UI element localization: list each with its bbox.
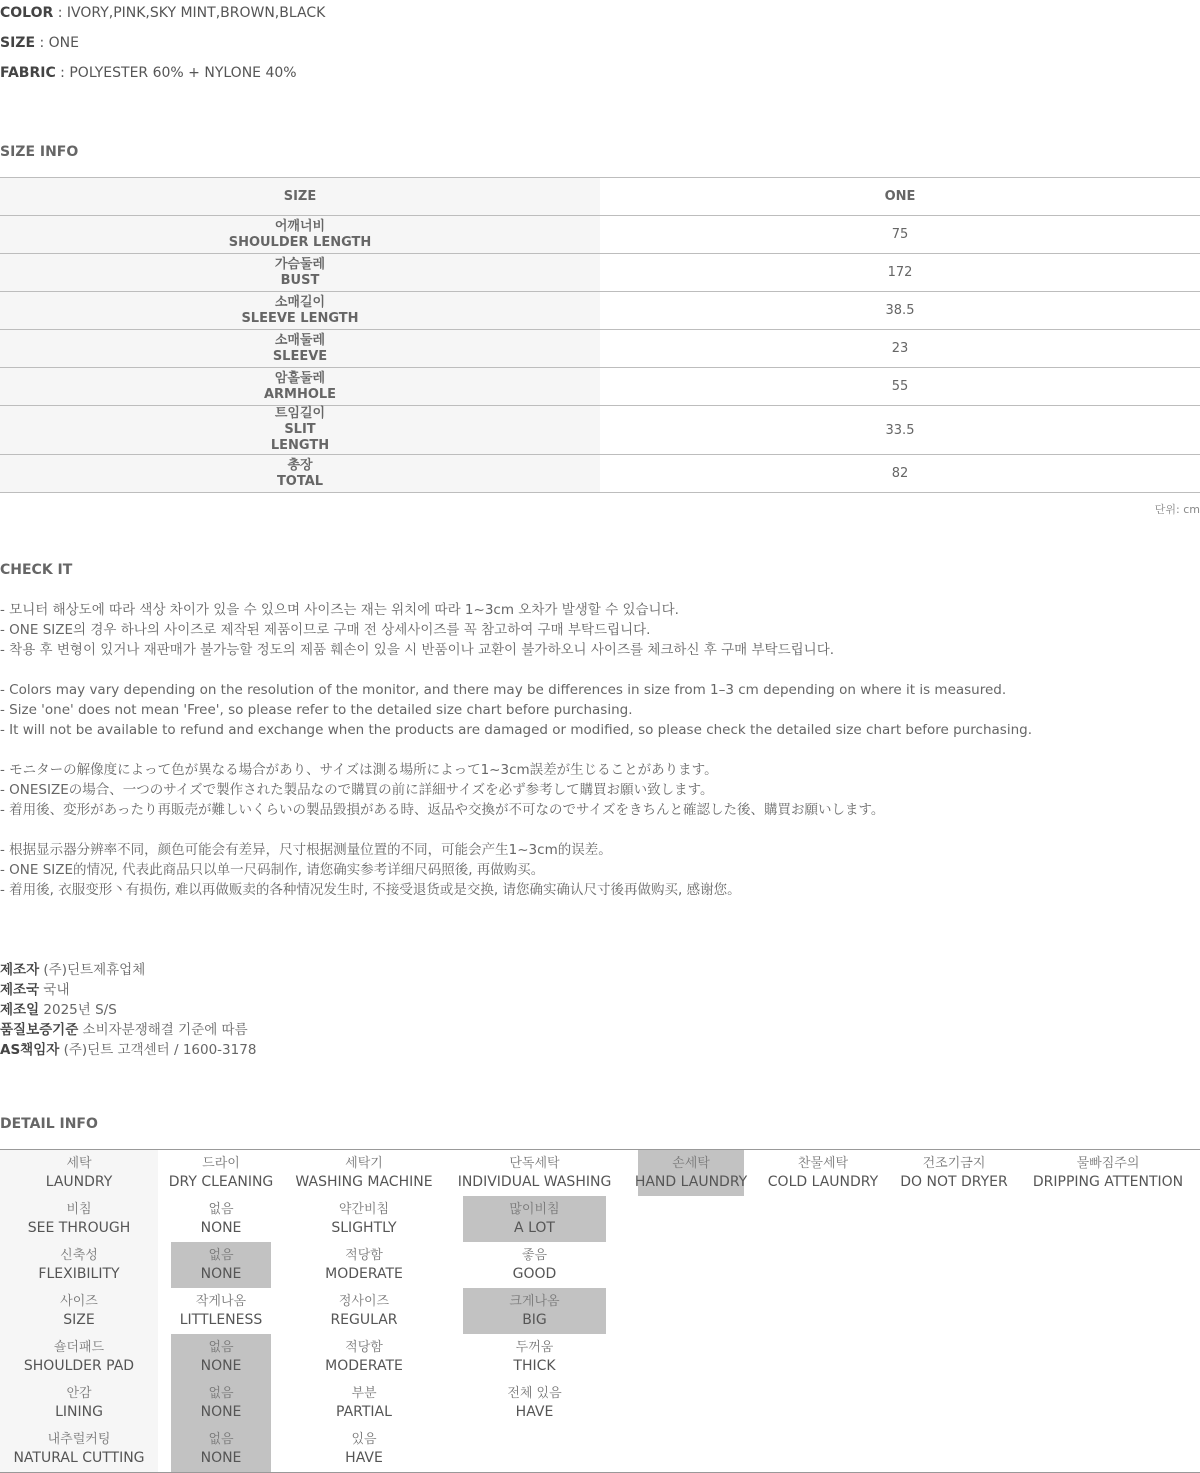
size-row-label [0, 216, 600, 254]
detail-option-en: LITTLENESS [179, 1312, 263, 1328]
detail-option [282, 1242, 446, 1288]
detail-option-en: MODERATE [325, 1358, 403, 1374]
laundry-option-ko: 단독세탁 [509, 1156, 560, 1171]
size-row-en: TOTAL [276, 473, 324, 489]
size-row-label [0, 330, 600, 368]
detail-row-label-ko: 숄더패드 [53, 1340, 105, 1355]
table-row [0, 254, 1200, 292]
laundry-option-en: DRIPPING ATTENTION [1032, 1174, 1184, 1190]
detail-option-en: PARTIAL [336, 1404, 392, 1420]
detail-option [282, 1196, 446, 1242]
spec-fabric-label: FABRIC [0, 65, 56, 81]
size-row-en: ARMHOLE [263, 386, 337, 402]
size-table [0, 177, 1200, 493]
note-line: - 根据显示器分辨率不同，颜色可能会有差异，尺寸根据测量位置的不同，可能会产生1~3cm的误差。 [0, 842, 612, 858]
laundry-option-en: DO NOT DRYER [900, 1174, 1008, 1190]
maker-value: 2025년 S/S [39, 1002, 117, 1018]
laundry-option [760, 1150, 886, 1196]
detail-option-ko: 없음 [208, 1202, 234, 1217]
detail-option [171, 1334, 271, 1380]
size-row-ko: 소매길이 [274, 294, 326, 310]
maker-value: (주)딘트제휴업체 [39, 962, 146, 978]
note-line: - Colors may vary depending on the resolution of the monitor, and there may be differences in size from 1–3 cm depending on where it is measured. [0, 682, 1007, 698]
detail-option-en: NONE [200, 1266, 242, 1282]
detail-option-en: REGULAR [330, 1312, 398, 1328]
maker-label: 제조일 [0, 1002, 40, 1018]
note-line: - ONE SIZE의 경우 하나의 사이즈로 제작된 제품이므로 구매 전 상세사이즈를 꼭 참고하여 구매 부탁드립니다. [0, 622, 651, 638]
detail-option-en: NONE [200, 1358, 242, 1374]
detail-row-label-en: SIZE [63, 1312, 95, 1328]
size-row-value: 33.5 [600, 406, 1200, 455]
laundry-option [168, 1150, 274, 1196]
size-row-value: 55 [600, 368, 1200, 406]
check-it-title: CHECK IT [0, 562, 73, 578]
laundry-label [0, 1150, 158, 1196]
detail-option-en: SLIGHTLY [331, 1220, 397, 1236]
notes-zh [0, 840, 741, 900]
laundry-option-en: COLD LAUNDRY [767, 1174, 879, 1190]
maker-line [0, 1040, 256, 1060]
size-row-label [0, 292, 600, 330]
size-row-ko: 총장 [287, 457, 313, 473]
table-row [0, 330, 1200, 368]
laundry-option-ko: 건조기금지 [922, 1156, 986, 1171]
detail-row-label-en: LINING [55, 1404, 103, 1420]
detail-info-title: DETAIL INFO [0, 1116, 98, 1132]
detail-option-ko: 크게나옴 [509, 1294, 560, 1309]
laundry-label-en: LAUNDRY [45, 1174, 113, 1190]
detail-option [171, 1242, 271, 1288]
laundry-option [893, 1150, 1015, 1196]
table-row [0, 406, 1200, 455]
detail-option-ko: 없음 [208, 1340, 234, 1355]
detail-option-ko: 두꺼움 [515, 1340, 554, 1355]
note-line: - ONE SIZE的情况, 代表此商品只以单一尺码制作, 请您确实参考详细尺码照後, 再做购买。 [0, 862, 545, 878]
note-line: - モニターの解像度によって色が異なる場合があり、サイズは測る場所によって1~3cm誤差が生じることがあります。 [0, 762, 718, 778]
size-row-en: SLIT [284, 422, 316, 437]
maker-label: 품질보증기준 [0, 1022, 79, 1038]
spec-color-label: COLOR [0, 5, 54, 21]
detail-option-ko: 전체 있음 [507, 1386, 562, 1401]
laundry-option [282, 1150, 446, 1196]
detail-option [171, 1288, 271, 1334]
maker-label: 제조국 [0, 982, 40, 998]
size-row-value: 38.5 [600, 292, 1200, 330]
detail-option-en: HAVE [515, 1404, 554, 1420]
laundry-label-ko: 세탁 [66, 1156, 92, 1171]
detail-option-en: GOOD [512, 1266, 557, 1282]
size-row-en: SLEEVE [272, 348, 328, 364]
size-table-header [0, 178, 1200, 216]
table-row [0, 292, 1200, 330]
note-line: - 착용 후 변형이 있거나 재판매가 불가능할 정도의 제품 훼손이 있을 시 반품이나 교환이 불가하오니 사이즈를 체크하신 후 구매 부탁드립니다. [0, 642, 835, 658]
detail-row-label [0, 1334, 158, 1380]
size-row-label [0, 455, 600, 493]
detail-row-label-ko: 비침 [66, 1202, 92, 1217]
detail-option-ko: 약간비침 [338, 1202, 390, 1217]
laundry-option-ko: 세탁기 [345, 1156, 383, 1171]
detail-option-ko: 있음 [351, 1432, 377, 1447]
spec-color [0, 5, 325, 21]
detail-option-ko: 없음 [208, 1432, 234, 1447]
maker-label: AS책임자 [0, 1042, 60, 1058]
laundry-option-en: INDIVIDUAL WASHING [457, 1174, 612, 1190]
maker-line [0, 980, 256, 1000]
size-row-value: 75 [600, 216, 1200, 254]
detail-option-en: HAVE [345, 1450, 383, 1466]
detail-option-en: NONE [200, 1220, 242, 1236]
detail-row-label-ko: 신축성 [60, 1248, 98, 1263]
detail-row-label [0, 1380, 158, 1426]
detail-option [282, 1426, 446, 1472]
size-row-ko: 트임길이 [274, 406, 326, 421]
note-line: - 모니터 해상도에 따라 색상 차이가 있을 수 있으며 사이즈는 재는 위치에 따라 1~3cm 오차가 발생할 수 있습니다. [0, 602, 679, 618]
detail-option-ko: 정사이즈 [338, 1294, 390, 1309]
detail-option-ko: 좋음 [521, 1248, 548, 1263]
size-info-title: SIZE INFO [0, 144, 79, 160]
size-unit: 단위: cm [1154, 503, 1200, 516]
laundry-option [1026, 1150, 1190, 1196]
detail-row-label-ko: 안감 [66, 1386, 92, 1401]
laundry-option-en: WASHING MACHINE [295, 1174, 433, 1190]
detail-row-label-en: SHOULDER PAD [23, 1358, 135, 1374]
spec-fabric [0, 65, 297, 81]
laundry-option-ko: 물빠짐주의 [1076, 1156, 1140, 1171]
detail-row-label [0, 1288, 158, 1334]
detail-option-en: NONE [200, 1450, 242, 1466]
detail-option [171, 1426, 271, 1472]
detail-row-label [0, 1242, 158, 1288]
size-header-label: SIZE [0, 178, 600, 216]
size-row-en: SHOULDER LENGTH [228, 234, 372, 250]
detail-option [171, 1380, 271, 1426]
note-line: - 着用後、変形があったり再販売が難しいくらいの製品毀損がある時、返品や交換が不可なのでサイズをきちんと確認した後、購買お願いします。 [0, 802, 885, 818]
detail-option-ko: 없음 [208, 1386, 234, 1401]
table-row [0, 455, 1200, 493]
detail-row-label-ko: 사이즈 [60, 1294, 98, 1309]
size-row-value: 82 [600, 455, 1200, 493]
note-line: - ONESIZEの場合、一つのサイズで製作された製品なので購買の前に詳細サイズを必ず参考して購買お願い致します。 [0, 782, 714, 798]
detail-option-ko: 많이비침 [509, 1202, 560, 1217]
maker-line [0, 1020, 256, 1040]
size-row-ko: 어깨너비 [274, 218, 326, 234]
laundry-option-ko: 드라이 [202, 1156, 240, 1171]
detail-option-ko: 작게나옴 [195, 1294, 247, 1309]
maker-info [0, 960, 256, 1060]
size-row-value: 172 [600, 254, 1200, 292]
detail-row-label [0, 1196, 158, 1242]
maker-value: 소비자분쟁해결 기준에 따름 [78, 1022, 248, 1038]
notes-ja [0, 760, 884, 820]
size-row-label [0, 406, 600, 455]
detail-option-en: BIG [522, 1312, 547, 1328]
size-row-label [0, 254, 600, 292]
detail-option [282, 1288, 446, 1334]
note-line: - Size 'one' does not mean 'Free', so please refer to the detailed size chart before purchasing. [0, 702, 633, 718]
detail-option-ko: 적당함 [345, 1248, 383, 1263]
table-row [0, 368, 1200, 406]
size-header-value: ONE [600, 178, 1200, 216]
detail-option-en: A LOT [514, 1220, 555, 1236]
table-row [0, 216, 1200, 254]
detail-option [282, 1334, 446, 1380]
size-row-label [0, 368, 600, 406]
detail-option-en: MODERATE [325, 1266, 403, 1282]
spec-size-value: : ONE [35, 35, 79, 51]
laundry-option [634, 1150, 748, 1196]
detail-row-label-en: FLEXIBILITY [38, 1266, 120, 1282]
size-row-ko: 가슴둘레 [274, 256, 326, 272]
laundry-option [457, 1150, 612, 1196]
size-row-en: BUST [280, 272, 320, 288]
spec-fabric-value: : POLYESTER 60% + NYLONE 40% [55, 65, 297, 81]
detail-row-label-en: SEE THROUGH [27, 1220, 131, 1236]
detail-option [171, 1196, 271, 1242]
laundry-option-ko: 손세탁 [672, 1156, 710, 1171]
detail-row-label-ko: 내추럴커팅 [47, 1432, 111, 1447]
size-row-value: 23 [600, 330, 1200, 368]
detail-option [463, 1288, 606, 1334]
maker-label: 제조자 [0, 962, 40, 978]
size-row-en2: LENGTH [270, 438, 330, 453]
maker-line [0, 960, 256, 980]
detail-option [463, 1242, 606, 1288]
laundry-option-en: DRY CLEANING [168, 1174, 274, 1190]
detail-option-ko: 적당함 [345, 1340, 383, 1355]
detail-option [463, 1196, 606, 1242]
detail-option [282, 1380, 446, 1426]
notes-ko [0, 600, 834, 660]
size-row-ko: 암홀둘레 [274, 370, 326, 386]
laundry-option-ko: 찬물세탁 [797, 1156, 849, 1171]
spec-color-value: : IVORY,PINK,SKY MINT,BROWN,BLACK [53, 5, 326, 21]
detail-option [463, 1334, 606, 1380]
detail-option-ko: 부분 [351, 1386, 377, 1401]
size-row-en: SLEEVE LENGTH [241, 310, 359, 326]
detail-table [0, 1149, 1200, 1473]
spec-size-label: SIZE [0, 35, 36, 51]
size-row-ko: 소매둘레 [274, 332, 326, 348]
detail-row-label [0, 1426, 158, 1472]
maker-value: 국내 [39, 982, 70, 998]
notes-en [0, 680, 1032, 740]
detail-option-en: THICK [513, 1358, 556, 1374]
spec-size [0, 35, 79, 51]
detail-row-label-en: NATURAL CUTTING [13, 1450, 145, 1466]
detail-option-en: NONE [200, 1404, 242, 1420]
laundry-option-en: HAND LAUNDRY [634, 1174, 748, 1190]
detail-option-ko: 없음 [208, 1248, 234, 1263]
note-line: - It will not be available to refund and exchange when the products are damaged or modified, so please check the detailed size chart before purchasing. [0, 722, 1032, 738]
detail-option [463, 1380, 606, 1426]
maker-value: (주)딘트 고객센터 / 1600-3178 [59, 1042, 257, 1058]
note-line: - 着用後, 衣服变形丶有损伤, 难以再做贩卖的各种情况发生时, 不接受退货或是交换, 请您确实确认尺寸後再做购买, 感谢您。 [0, 882, 741, 898]
maker-line [0, 1000, 256, 1020]
